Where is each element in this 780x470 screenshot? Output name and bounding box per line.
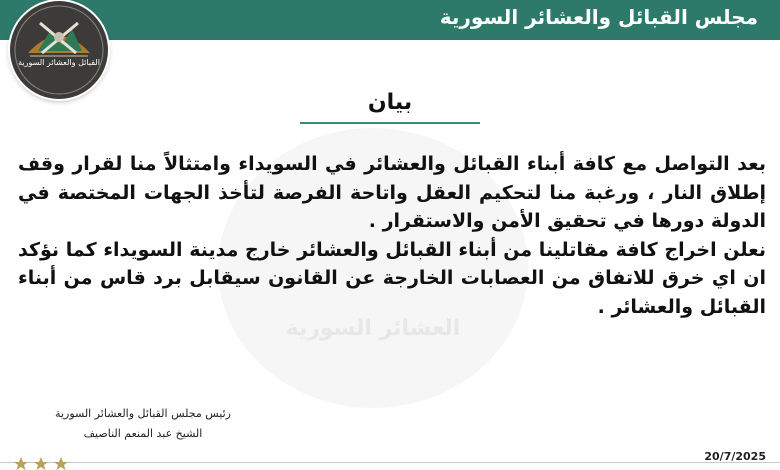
statement-date: 20/7/2025 xyxy=(704,450,766,463)
header-bar xyxy=(0,0,780,40)
title-underline xyxy=(300,122,480,124)
statement-title: بيان xyxy=(367,90,413,115)
signature-block xyxy=(24,404,262,444)
statement-paragraph-1: بعد التواصل مع كافة أبناء القبائل والعشائر في السويداء وامتثالاً منا لقرار وقف إطلاق النار ، ورغبة منا لتحكيم العقل واتاحة الفرصة لتأخذ الجهات المختصة في الدولة دورها في تحقيق الأمن والاستقرار . xyxy=(18,153,766,232)
logo-caption: القبائل والعشائر السورية xyxy=(18,58,100,67)
star-icon xyxy=(14,456,74,470)
header-title: مجلس القبائل والعشائر السورية xyxy=(439,5,758,29)
statement-body xyxy=(18,150,766,321)
logo xyxy=(10,1,108,99)
tribal-emblem-icon xyxy=(10,1,108,99)
bottom-divider xyxy=(0,462,780,463)
watermark-text: العشائر السورية xyxy=(285,316,461,341)
signature-position: رئيس مجلس القبائل والعشائر السورية xyxy=(55,407,231,420)
statement-paragraph-2: نعلن اخراج كافة مقاتلينا من أبناء القبائل والعشائر خارج مدينة السويداء كما نؤكد ان اي خرق للاتفاق من العصابات الخارجة عن القانون سيقابل برد قاس من أبناء القبائل والعشائر . xyxy=(18,238,766,318)
signature-name: الشيخ عبد المنعم الناصيف xyxy=(83,427,203,440)
